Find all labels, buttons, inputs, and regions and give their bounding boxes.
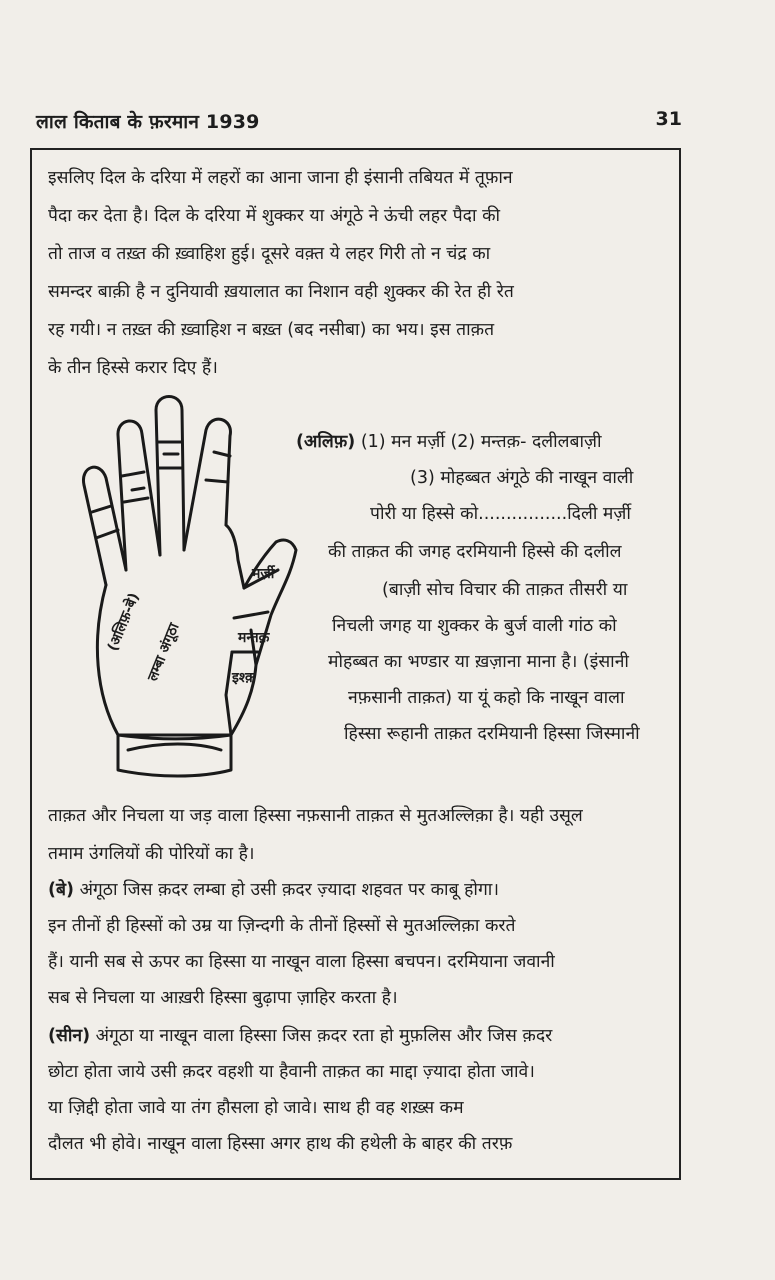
alif-line: निचली जगह या शुक्कर के बुर्ज वाली गांठ को — [332, 616, 617, 636]
label-ishq: इश्क़ — [232, 670, 256, 686]
intro-line: तो ताज व तख़्त की ख़्वाहिश हुई। दूसरे वक़्त ये लहर गिरी तो न चंद्र का — [48, 244, 491, 264]
be-line: सब से निचला या आख़री हिस्सा बुढ़ापा ज़ाहिर करता है। — [48, 988, 398, 1008]
alif-label: (अलिफ़) — [296, 432, 356, 452]
content-box — [30, 148, 681, 1180]
page-header — [36, 108, 686, 138]
label-lamba-angutha: लम्बा अंगूठा — [144, 621, 183, 684]
alif-line: की ताक़त की जगह दरमियानी हिस्से की दलील — [328, 542, 622, 562]
alif-text: (1) मन मर्ज़ी (2) मन्तक़- दलीलबाज़ी — [355, 432, 602, 452]
alif-line: मोहब्बत का भण्डार या ख़ज़ाना माना है। (इंसानी — [328, 652, 629, 672]
be-text: अंगूठा जिस क़दर लम्बा हो उसी क़दर ज़्यादा शहवत पर काबू होगा। — [74, 880, 499, 900]
alif-line: (बाज़ी सोच विचार की ताक़त तीसरी या — [382, 580, 628, 600]
middle-finger — [156, 397, 184, 556]
book-title: लाल किताब के फ़रमान 1939 — [36, 111, 260, 133]
intro-line: समन्दर बाक़ी है न दुनियावी ख़यालात का निशान वही शुक्कर की रेत ही रेत — [48, 282, 514, 302]
hand-diagram — [56, 390, 306, 790]
seen-first-line — [48, 1024, 552, 1048]
index-finger — [184, 419, 230, 550]
wrist-band — [118, 735, 231, 776]
alif-line: (3) मोहब्बत अंगूठे की नाखून वाली — [410, 468, 634, 488]
intro-line: पैदा कर देता है। दिल के दरिया में शुक्कर या अंगूठे ने ऊंची लहर पैदा की — [48, 206, 501, 226]
alif-line: हिस्सा रूहानी ताक़त दरमियानी हिस्सा जिस्मानी — [344, 724, 640, 744]
continuation-line: ताक़त और निचला या जड़ वाला हिस्सा नफ़सानी ताक़त से मुतअल्लिक़ा है। यही उसूल — [48, 806, 583, 826]
seen-label: (सीन) — [48, 1026, 91, 1046]
be-first-line — [48, 878, 499, 902]
alif-line: नफ़सानी ताक़त) या यूं कहो कि नाखून वाला — [348, 688, 625, 708]
continuation-line: तमाम उंगलियों की पोरियों का है। — [48, 844, 255, 864]
seen-line: छोटा होता जाये उसी क़दर वहशी या हैवानी ताक़त का माद्दा ज़्यादा होता जावे। — [48, 1062, 535, 1082]
ring-finger — [118, 421, 160, 570]
intro-line: रह गयी। न तख़्त की ख़्वाहिश न बख़्त (बद नसीबा) का भय। इस ताक़त — [48, 320, 495, 340]
seen-line: दौलत भी होवे। नाखून वाला हिस्सा अगर हाथ की हथेली के बाहर की तरफ़ — [48, 1134, 513, 1154]
alif-line: पोरी या हिस्से को................दिली मर्ज़ी — [370, 504, 631, 524]
label-alif-be: (अलिफ़-बे) — [104, 590, 143, 654]
seen-line: या ज़िद्दी होता जावे या तंग हौसला हो जावे। साथ ही वह शख़्स कम — [48, 1098, 464, 1118]
be-line: इन तीनों ही हिस्सों को उम्र या ज़िन्दगी के तीनों हिस्सों से मुतअल्लिक़ा करते — [48, 916, 516, 936]
alif-first-line — [296, 430, 602, 454]
page-number: 31 — [655, 108, 682, 130]
be-line: हैं। यानी सब से ऊपर का हिस्सा या नाखून वाला हिस्सा बचपन। दरमियाना जवानी — [48, 952, 555, 972]
intro-line: इसलिए दिल के दरिया में लहरों का आना जाना ही इंसानी तबियत में तूफ़ान — [48, 168, 513, 188]
label-mantaq: मन्तक़ — [238, 630, 270, 646]
be-label: (बे) — [48, 880, 74, 900]
intro-line: के तीन हिस्से करार दिए हैं। — [48, 358, 218, 378]
seen-text: अंगूठा या नाखून वाला हिस्सा जिस क़दर रता हो मुफ़लिस और जिस क़दर — [90, 1026, 553, 1046]
label-marzi: मर्ज़ी — [252, 566, 275, 582]
